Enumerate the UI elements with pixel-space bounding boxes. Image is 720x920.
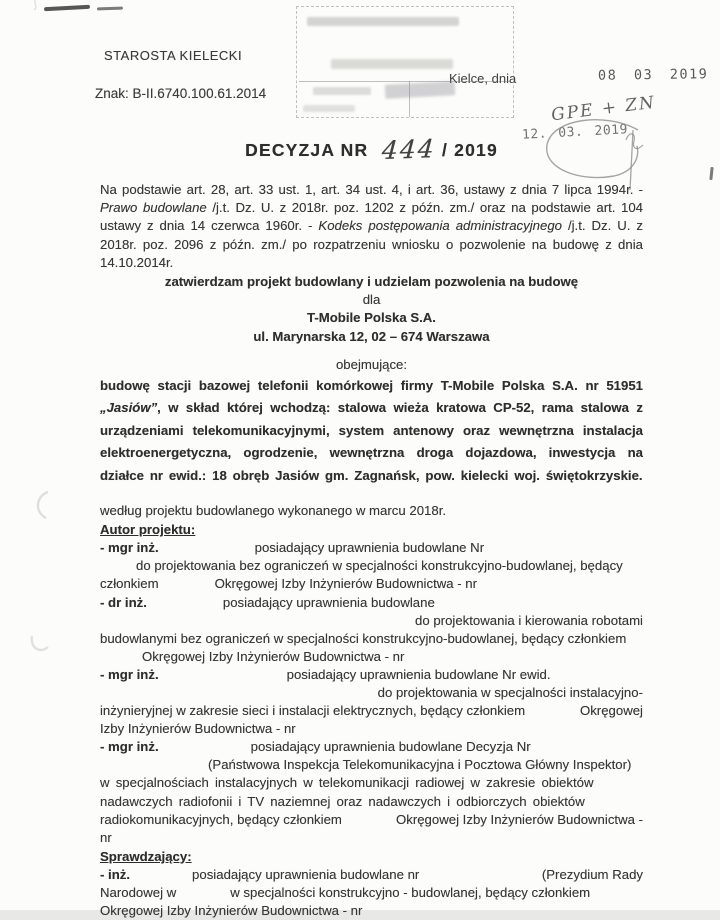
membership-text: członkiem bbox=[100, 576, 159, 592]
chamber-name: Okręgowej Izby Inżynierów Budownictwa - nr bbox=[100, 903, 363, 919]
membership-text: inżynieryjnej w zakresie sieci i instalacji elektrycznych, będący członkiem bbox=[100, 703, 526, 719]
issuer-name: STAROSTA KIELECKI bbox=[104, 48, 243, 63]
decision-number-handwritten: 444 bbox=[381, 134, 438, 165]
stamp-smudge bbox=[303, 105, 355, 112]
chamber-name: Okręgowej Izby Inżynierów Budownictwa - nr bbox=[214, 576, 478, 592]
author-title: - mgr inż. bbox=[100, 666, 159, 682]
faint-office-stamp bbox=[296, 6, 517, 118]
case-reference-number: Znak: B-II.6740.100.61.2014 bbox=[95, 86, 267, 101]
scope-text: budowę stacji bazowej telefonii komórkowej firmy T-Mobile Polska S.A. nr 51951 bbox=[100, 378, 643, 394]
scan-artifact-curls bbox=[10, 200, 70, 920]
chamber-name: Okręgowej Izby Inżynierów Budownictwa - nr bbox=[142, 648, 405, 664]
project-note: według projektu budowlanego wykonanego w marcu 2018r. bbox=[100, 503, 447, 519]
grantee-name: T-Mobile Polska S.A. bbox=[307, 310, 436, 326]
stamp-smudge bbox=[313, 87, 371, 95]
membership-text: radiokomunikacyjnych, będący członkiem bbox=[100, 811, 342, 827]
legal-basis-paragraph bbox=[100, 181, 643, 272]
document-body bbox=[100, 181, 643, 920]
chamber-name: Izby Inżynierów Budownictwa - nr bbox=[100, 721, 296, 737]
receipt-date-stamp: 08 03 2019 bbox=[597, 66, 709, 84]
chamber-name: Okręgowej bbox=[579, 703, 643, 719]
author-entry-line bbox=[100, 666, 643, 684]
author-title: - dr inż. bbox=[100, 594, 147, 610]
author-credentials: posiadający uprawnienia budowlane bbox=[222, 594, 435, 610]
scan-artifact-dash bbox=[97, 7, 123, 11]
decision-title-suffix: / 2019 bbox=[442, 140, 498, 160]
stamp-smudge bbox=[331, 59, 453, 69]
author-entry-line: do projektowania w specjalności instalacyjno- bbox=[377, 685, 643, 700]
author-credentials: posiadający uprawnienia budowlane Nr ewid. bbox=[286, 666, 551, 682]
legal-basis-text: /j.t. Dz. U. z 2018r. poz. 1202 z późn. zm./ oraz na podstawie art. 104 ustawy z dnia 14 czerwca 1960r. - bbox=[100, 200, 643, 234]
grantee-address: ul. Marynarska 12, 02 – 674 Warszawa bbox=[253, 328, 490, 344]
place-and-date-label: Kielce, dnia bbox=[449, 71, 517, 86]
verifier-entry-line bbox=[100, 866, 643, 884]
handwritten-initials-note: GPE + ZN bbox=[550, 92, 657, 126]
issuing-authority-note: (Państwowa Inspekcja Telekomunikacyjna i Pocztowa Główny Inspektor) bbox=[208, 757, 632, 773]
author-entry-line bbox=[100, 702, 643, 720]
issuing-authority-note: Narodowej w bbox=[100, 885, 177, 901]
author-entry-line: budowlanymi bez ograniczeń w specjalności konstrukcyjno-budowlanej, będący członkiem bbox=[100, 630, 627, 646]
issuing-authority-note: (Prezydium Rady bbox=[541, 866, 643, 882]
scope-text: , w skład której wchodzą: stalowa wieża kratowa CP-52, rama stalowa z urządzeniami telekomunikacyjnymi, system antenowy oraz wewnętrzna instalacja elektroenergetyczna, ogrodzenie, wewnętrzna droga dojazdowa, inwestycja na działce nr ewid.: 18 obręb Jasiów gm. Zagnańsk, pow. kielecki woj. świętokrzyskie. bbox=[100, 400, 643, 483]
author-entry-line bbox=[100, 811, 643, 829]
stamp-smudge bbox=[385, 81, 456, 99]
scope-paragraph bbox=[100, 375, 643, 487]
stamp-smudge bbox=[307, 17, 459, 26]
verifier-entry-line bbox=[100, 884, 643, 902]
grant-statement: zatwierdzam projekt budowlany i udzielam pozwolenia na budowę bbox=[164, 274, 579, 290]
author-title: - mgr inż. bbox=[100, 739, 159, 755]
second-date-stamp: 12. 03. 2019 bbox=[521, 122, 629, 143]
verifier-title: - inż. bbox=[100, 866, 131, 882]
scan-artifact-dash bbox=[44, 5, 90, 11]
verifier-credentials: posiadający uprawnienia budowlane nr bbox=[192, 866, 420, 882]
statute-name-italic: Prawo budowlane bbox=[100, 200, 207, 216]
grant-statement-block bbox=[100, 273, 643, 346]
authors-section-heading: Autor projektu: bbox=[100, 522, 196, 538]
statute-name-italic: Kodeks postępowania administracyjnego bbox=[318, 218, 562, 234]
author-entry-line: do projektowania bez ograniczeń w specjalności konstrukcyjno-budowlanej, będący bbox=[136, 558, 623, 574]
author-entry-line: nr bbox=[100, 829, 112, 845]
decision-title bbox=[100, 133, 643, 165]
scope-label: obejmujące: bbox=[335, 356, 408, 372]
author-entry-line: do projektowania i kierowania robotami bbox=[415, 612, 643, 628]
stamp-rule-line bbox=[409, 81, 410, 117]
membership-text: w specjalności konstrukcyjno - budowlanej, będący członkiem bbox=[230, 885, 591, 901]
decision-title-prefix: DECYZJA NR bbox=[245, 140, 369, 160]
chamber-name: Okręgowej Izby Inżynierów Budownictwa - bbox=[395, 811, 643, 827]
stamp-rule-line bbox=[299, 81, 511, 82]
author-entry-line bbox=[100, 738, 643, 756]
author-credentials: posiadający uprawnienia budowlane Decyzja Nr bbox=[250, 739, 531, 755]
legal-basis-text: Na podstawie art. 28, art. 33 ust. 1, art. 34 ust. 4, i art. 36, ustawy z dnia 7 lipca 1994r. - bbox=[100, 182, 643, 197]
scan-artifact-edge-mark bbox=[709, 167, 713, 180]
verifier-section-heading: Sprawdzający: bbox=[100, 848, 192, 864]
author-entry-line bbox=[100, 594, 643, 612]
legal-basis-text: /j.t. Dz. U. z 2018r. poz. 2096 z późn. zm./ po rozpatrzeniu wniosku o pozwolenie na budowę z dnia 14.10.2014r. bbox=[100, 218, 643, 270]
author-entry-line: nadawczych radiofonii i TV naziemnej oraz nadawczych i odbiorczych obiektów bbox=[100, 793, 585, 809]
grant-for-label: dla bbox=[362, 292, 381, 308]
author-credentials: posiadający uprawnienia budowlane Nr bbox=[254, 540, 485, 556]
author-entry-line bbox=[100, 575, 643, 593]
author-entry-line bbox=[100, 539, 643, 557]
station-name-italic: „Jasiów” bbox=[100, 400, 158, 416]
author-entry-line: w specjalnościach instalacyjnych w telekomunikacji radiowej w zakresie obiektów bbox=[100, 775, 594, 791]
author-title: - mgr inż. bbox=[100, 540, 159, 556]
